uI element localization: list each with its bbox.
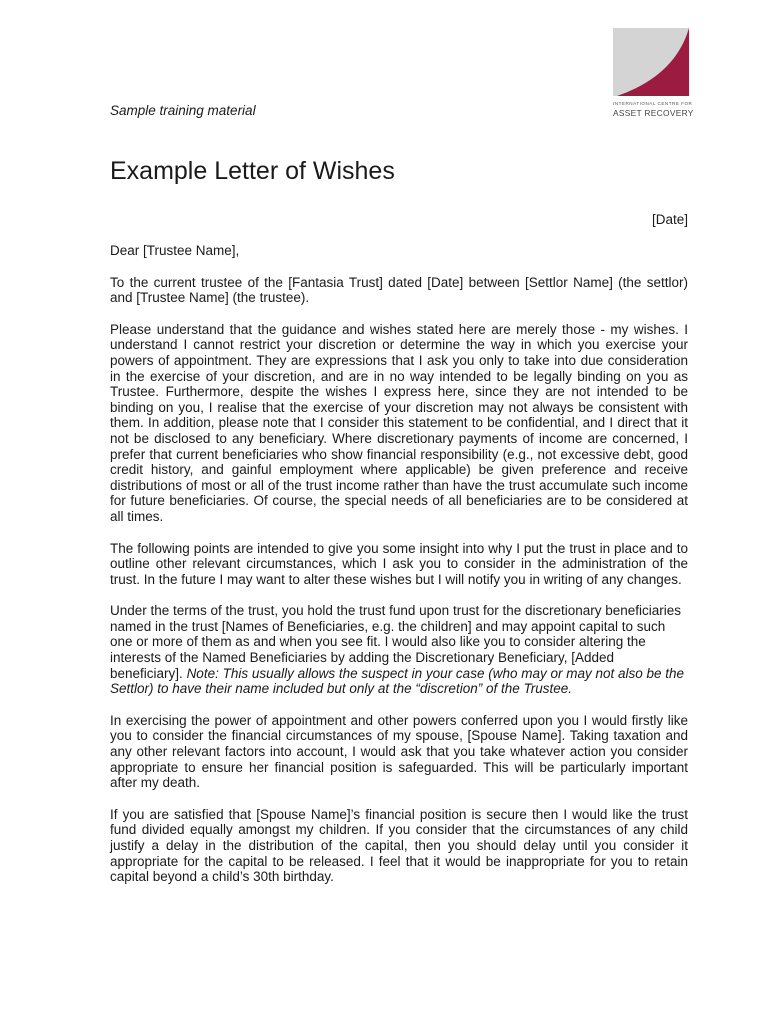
letter-body <box>110 243 688 901</box>
letter-paragraph-insight: The following points are intended to give you some insight into why I put the trust in place and to outline other relevant circumstances, which I ask you to consider in the administration of the trust. In the future I may want to alter these wishes but I will notify you in writing of any changes. <box>110 540 688 587</box>
icar-logo <box>613 28 694 120</box>
logo-text-line2: ASSET RECOVERY <box>613 108 694 118</box>
icar-logo-mark-icon <box>613 28 689 96</box>
letter-intro-paragraph: To the current trustee of the [Fantasia Trust] dated [Date] between [Settlor Name] (the settlor) and [Trustee Name] (the trustee). <box>110 274 688 306</box>
document-subtitle: Sample training material <box>110 103 256 118</box>
letter-paragraph-children: If you are satisfied that [Spouse Name]’s financial position is secure then I would like the trust fund divided equally amongst my children. If you consider that the circumstances of any child justify a delay in the distribution of the capital, then you should delay until you consider it appropriate for the capital to be released. I feel that it would be inappropriate for you to retain capital beyond a child’s 30th birthday. <box>110 806 688 885</box>
trust-terms-note: Note: This usually allows the suspect in your case (who may or may not also be the Settlor) to have their name included but only at the “discretion” of the Trustee. <box>110 665 685 697</box>
logo-text-line1: INTERNATIONAL CENTRE FOR <box>613 101 693 106</box>
document-title: Example Letter of Wishes <box>110 157 395 185</box>
letter-date: [Date] <box>651 212 688 227</box>
letter-paragraph-trust-terms <box>110 603 688 697</box>
letter-paragraph-guidance: Please understand that the guidance and wishes stated here are merely those - my wishes. I understand I cannot restrict your discretion or determine the way in which you exercise your powers of appointment. They are expressions that I ask you only to take into due consideration in the exercise of your discretion, and are in no way intended to be legally binding on you as Trustee. Furthermore, despite the wishes I express here, since they are not intended to be binding on you, I realise that the exercise of your discretion may not always be consistent with them. In addition, please note that I consider this statement to be confidential, and I direct that it not be disclosed to any beneficiary. Where discretionary payments of income are concerned, I prefer that current beneficiaries who show financial responsibility (e.g., not excessive debt, good credit history, and gainful employment where applicable) be given preference and receive distributions of most or all of the trust income rather than have the trust accumulate such income for future beneficiaries. Of course, the special needs of all beneficiaries are to be considered at all times. <box>110 321 688 524</box>
letter-paragraph-spouse: In exercising the power of appointment and other powers conferred upon you I would firstly like you to consider the financial circumstances of my spouse, [Spouse Name]. Taking taxation and any other relevant factors into account, I would ask that you take whatever action you consider appropriate to ensure her financial position is safeguarded. This will be particularly important after my death. <box>110 712 688 791</box>
trust-terms-text: Under the terms of the trust, you hold the trust fund upon trust for the discretionary beneficiaries named in the trust [Names of Beneficiaries, e.g. the children] and may appoint capital to such one or more of them as and when you see fit. I would also like you to consider altering the interests of the Named Beneficiaries by adding the Discretionary Beneficiary, [Added beneficiary]. <box>110 603 682 681</box>
letter-salutation: Dear [Trustee Name], <box>110 243 240 258</box>
